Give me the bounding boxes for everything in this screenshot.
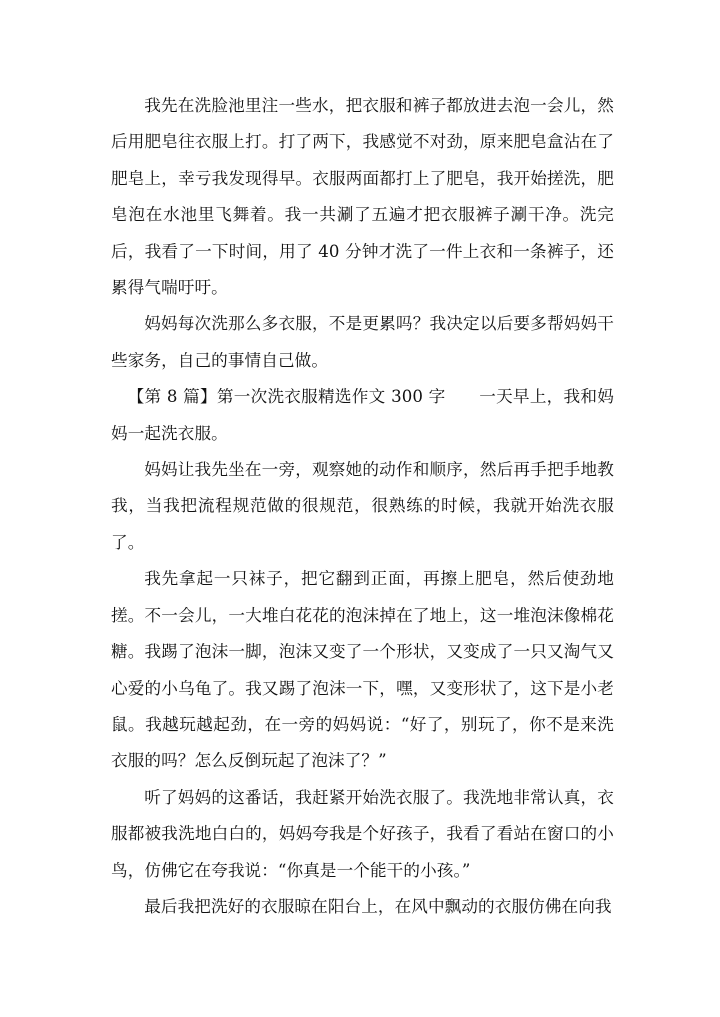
paragraph-careful-washing [111, 780, 614, 889]
paragraph-mother-thought [111, 306, 614, 379]
paragraph-text: 一天早上，我和妈妈一起洗衣服。 [111, 387, 614, 443]
paragraph-text: 最后我把洗好的衣服晾在阳台上，在风中飘动的衣服仿佛在向我 [144, 896, 612, 916]
paragraph-washing-process [111, 88, 614, 306]
paragraph-article-heading [111, 379, 614, 452]
article-heading: 【第 8 篇】第一次洗衣服精选作文 300 字 [127, 387, 446, 407]
paragraph-text: 我先拿起一只袜子，把它翻到正面，再擦上肥皂，然后使劲地搓。不一会儿，一大堆白花花的泡沫掉在了地上，这一堆泡沫像棉花糖。我踢了泡沫一脚，泡沫又变了一个形状，又变成了一只又淘气又心爱的小乌龟了。我又踢了泡沫一下，嘿，又变形状了，这下是小老鼠。我越玩越起劲，在一旁的妈妈说：“好了，别玩了，你不是来洗衣服的吗？怎么反倒玩起了泡沫了？” [111, 569, 614, 771]
paragraph-text: 妈妈让我先坐在一旁，观察她的动作和顺序，然后再手把手地教我，当我把流程规范做的很规范，很熟练的时候，我就开始洗衣服了。 [111, 460, 614, 552]
paragraph-mother-teaching [111, 452, 614, 561]
paragraph-foam-play [111, 561, 614, 779]
article-body [111, 88, 614, 925]
paragraph-drying-clothes [111, 889, 614, 925]
paragraph-text: 听了妈妈的这番话，我赶紧开始洗衣服了。我洗地非常认真，衣服都被我洗地白白的，妈妈夸我是个好孩子，我看了看站在窗口的小鸟，仿佛它在夸我说：“你真是一个能干的小孩。” [111, 787, 614, 880]
paragraph-text: 妈妈每次洗那么多衣服，不是更累吗？我决定以后要多帮妈妈干些家务，自己的事情自己做。 [111, 314, 614, 370]
paragraph-text: 我先在洗脸池里注一些水，把衣服和裤子都放进去泡一会儿，然后用肥皂往衣服上打。打了两下，我感觉不对劲，原来肥皂盒沾在了肥皂上，幸亏我发现得早。衣服两面都打上了肥皂，我开始搓洗，肥皂泡在水池里飞舞着。我一共涮了五遍才把衣服裤子涮干净。洗完后，我看了一下时间，用了 40 分钟才洗了一件上衣和一条裤子，还累得气喘吁吁。 [111, 96, 614, 298]
